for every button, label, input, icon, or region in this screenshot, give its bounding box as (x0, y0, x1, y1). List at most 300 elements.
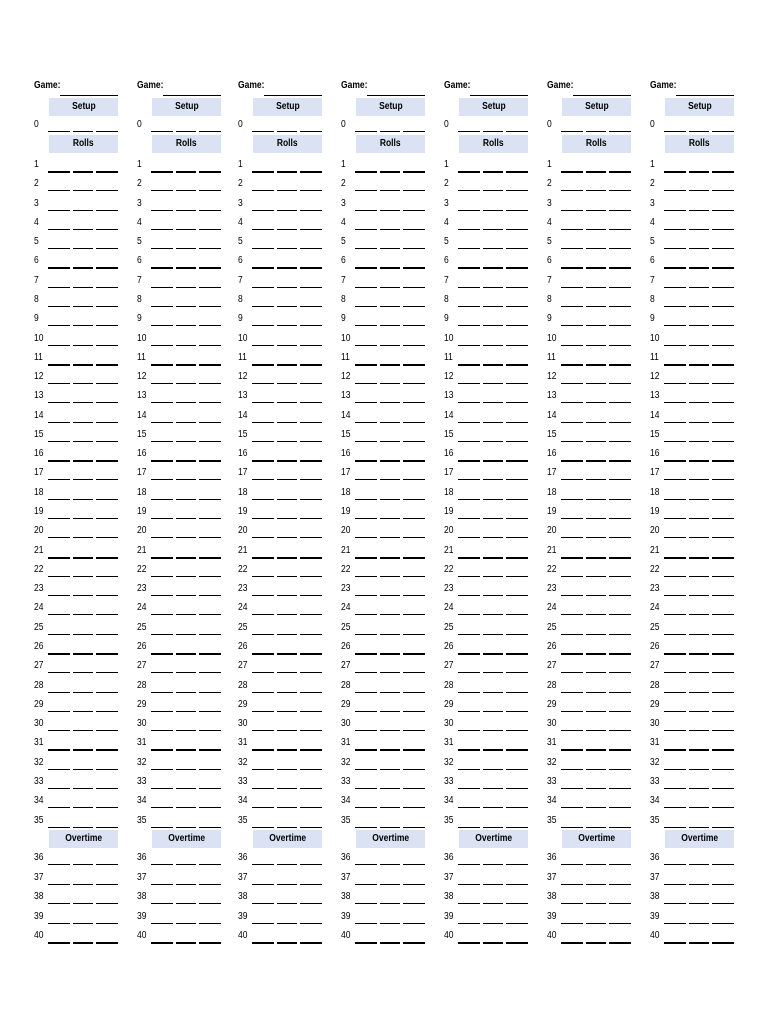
entry-blank-1[interactable] (458, 325, 480, 326)
entry-blank-3[interactable] (712, 383, 734, 384)
entry-blank-3[interactable] (609, 807, 631, 808)
entry-blank-2[interactable] (176, 518, 196, 519)
entry-blank-2[interactable] (483, 614, 503, 615)
entry-blank-1[interactable] (664, 131, 686, 132)
entry-blank-1[interactable] (561, 306, 583, 307)
entry-blank-2[interactable] (176, 769, 196, 770)
entry-blank-3[interactable] (96, 518, 118, 519)
entry-blank-2[interactable] (380, 557, 400, 559)
entry-blank-2[interactable] (73, 827, 93, 828)
entry-blank-3[interactable] (300, 479, 322, 480)
entry-blank-2[interactable] (176, 422, 196, 423)
entry-blank-1[interactable] (355, 634, 377, 635)
entry-blank-2[interactable] (277, 692, 297, 693)
entry-blank-1[interactable] (561, 730, 583, 731)
entry-blank-2[interactable] (586, 190, 606, 191)
entry-blank-3[interactable] (96, 499, 118, 500)
entry-blank-3[interactable] (609, 229, 631, 230)
entry-blank-2[interactable] (483, 441, 503, 442)
entry-blank-2[interactable] (73, 614, 93, 615)
entry-blank-3[interactable] (300, 672, 322, 673)
entry-blank-3[interactable] (712, 614, 734, 615)
entry-blank-2[interactable] (586, 903, 606, 904)
entry-blank-2[interactable] (176, 634, 196, 635)
entry-blank-3[interactable] (300, 634, 322, 635)
entry-blank-2[interactable] (483, 557, 503, 559)
entry-blank-3[interactable] (506, 730, 528, 731)
entry-blank-2[interactable] (176, 614, 196, 615)
entry-blank-1[interactable] (561, 287, 583, 288)
entry-blank-1[interactable] (561, 653, 583, 655)
entry-blank-1[interactable] (664, 769, 686, 770)
entry-blank-1[interactable] (252, 364, 274, 366)
entry-blank-2[interactable] (73, 730, 93, 731)
entry-blank-2[interactable] (689, 807, 709, 808)
entry-blank-2[interactable] (689, 441, 709, 442)
entry-blank-2[interactable] (277, 248, 297, 249)
entry-blank-2[interactable] (586, 325, 606, 326)
entry-blank-2[interactable] (483, 364, 503, 366)
entry-blank-2[interactable] (176, 190, 196, 191)
entry-blank-1[interactable] (561, 210, 583, 211)
entry-blank-2[interactable] (586, 499, 606, 500)
entry-blank-1[interactable] (664, 248, 686, 249)
entry-blank-2[interactable] (586, 807, 606, 808)
entry-blank-2[interactable] (483, 576, 503, 577)
entry-blank-2[interactable] (689, 499, 709, 500)
entry-blank-3[interactable] (403, 537, 425, 538)
entry-blank-1[interactable] (151, 576, 173, 577)
entry-blank-3[interactable] (300, 595, 322, 596)
entry-blank-1[interactable] (48, 807, 70, 808)
entry-blank-1[interactable] (48, 460, 70, 462)
entry-blank-1[interactable] (458, 749, 480, 751)
entry-blank-3[interactable] (403, 171, 425, 173)
entry-blank-2[interactable] (73, 364, 93, 366)
entry-blank-2[interactable] (380, 769, 400, 770)
entry-blank-2[interactable] (483, 749, 503, 751)
entry-blank-2[interactable] (380, 306, 400, 307)
entry-blank-1[interactable] (252, 749, 274, 751)
entry-blank-3[interactable] (403, 557, 425, 559)
entry-blank-3[interactable] (712, 595, 734, 596)
entry-blank-3[interactable] (199, 537, 221, 538)
entry-blank-3[interactable] (96, 460, 118, 462)
entry-blank-1[interactable] (151, 730, 173, 731)
entry-blank-1[interactable] (561, 903, 583, 904)
entry-blank-1[interactable] (458, 441, 480, 442)
entry-blank-1[interactable] (355, 383, 377, 384)
entry-blank-3[interactable] (96, 210, 118, 211)
entry-blank-1[interactable] (151, 942, 173, 944)
entry-blank-2[interactable] (380, 576, 400, 577)
entry-blank-2[interactable] (73, 479, 93, 480)
entry-blank-2[interactable] (277, 923, 297, 924)
entry-blank-2[interactable] (380, 864, 400, 865)
entry-blank-3[interactable] (96, 479, 118, 480)
entry-blank-2[interactable] (380, 692, 400, 693)
entry-blank-2[interactable] (380, 171, 400, 173)
entry-blank-1[interactable] (355, 460, 377, 462)
entry-blank-2[interactable] (483, 730, 503, 731)
game-name-blank[interactable] (676, 95, 734, 96)
entry-blank-3[interactable] (712, 422, 734, 423)
entry-blank-3[interactable] (199, 518, 221, 519)
entry-blank-1[interactable] (458, 653, 480, 655)
entry-blank-3[interactable] (712, 537, 734, 538)
entry-blank-2[interactable] (586, 537, 606, 538)
entry-blank-2[interactable] (689, 479, 709, 480)
entry-blank-2[interactable] (73, 595, 93, 596)
entry-blank-1[interactable] (252, 595, 274, 596)
entry-blank-2[interactable] (73, 210, 93, 211)
entry-blank-1[interactable] (458, 460, 480, 462)
entry-blank-2[interactable] (277, 479, 297, 480)
entry-blank-1[interactable] (252, 402, 274, 403)
entry-blank-2[interactable] (483, 287, 503, 288)
entry-blank-1[interactable] (151, 306, 173, 307)
entry-blank-3[interactable] (300, 903, 322, 904)
entry-blank-3[interactable] (403, 730, 425, 731)
entry-blank-1[interactable] (561, 441, 583, 442)
entry-blank-3[interactable] (96, 942, 118, 944)
entry-blank-3[interactable] (609, 325, 631, 326)
entry-blank-3[interactable] (712, 267, 734, 269)
entry-blank-1[interactable] (151, 248, 173, 249)
entry-blank-2[interactable] (73, 229, 93, 230)
entry-blank-3[interactable] (300, 614, 322, 615)
entry-blank-3[interactable] (199, 402, 221, 403)
entry-blank-1[interactable] (151, 460, 173, 462)
entry-blank-3[interactable] (199, 460, 221, 462)
entry-blank-2[interactable] (277, 807, 297, 808)
entry-blank-1[interactable] (664, 672, 686, 673)
entry-blank-2[interactable] (689, 537, 709, 538)
entry-blank-2[interactable] (176, 131, 196, 132)
entry-blank-3[interactable] (300, 864, 322, 865)
entry-blank-3[interactable] (96, 557, 118, 559)
entry-blank-2[interactable] (483, 634, 503, 635)
entry-blank-3[interactable] (712, 769, 734, 770)
entry-blank-2[interactable] (176, 499, 196, 500)
entry-blank-3[interactable] (96, 306, 118, 307)
entry-blank-1[interactable] (355, 190, 377, 191)
entry-blank-1[interactable] (664, 364, 686, 366)
entry-blank-2[interactable] (176, 653, 196, 655)
entry-blank-1[interactable] (48, 557, 70, 559)
entry-blank-1[interactable] (458, 923, 480, 924)
entry-blank-1[interactable] (252, 923, 274, 924)
entry-blank-2[interactable] (176, 884, 196, 885)
entry-blank-3[interactable] (712, 518, 734, 519)
entry-blank-1[interactable] (664, 479, 686, 480)
entry-blank-2[interactable] (483, 537, 503, 538)
entry-blank-3[interactable] (609, 769, 631, 770)
entry-blank-2[interactable] (483, 711, 503, 712)
entry-blank-2[interactable] (380, 807, 400, 808)
entry-blank-2[interactable] (380, 267, 400, 269)
game-name-blank[interactable] (573, 95, 631, 96)
entry-blank-3[interactable] (403, 229, 425, 230)
entry-blank-2[interactable] (586, 769, 606, 770)
entry-blank-1[interactable] (48, 711, 70, 712)
entry-blank-2[interactable] (277, 903, 297, 904)
entry-blank-2[interactable] (689, 864, 709, 865)
entry-blank-1[interactable] (561, 171, 583, 173)
entry-blank-1[interactable] (252, 576, 274, 577)
entry-blank-2[interactable] (483, 402, 503, 403)
entry-blank-1[interactable] (151, 788, 173, 789)
entry-blank-3[interactable] (506, 595, 528, 596)
entry-blank-3[interactable] (609, 267, 631, 269)
entry-blank-1[interactable] (561, 807, 583, 808)
entry-blank-2[interactable] (176, 864, 196, 865)
entry-blank-1[interactable] (664, 537, 686, 538)
entry-blank-1[interactable] (561, 499, 583, 500)
entry-blank-3[interactable] (199, 942, 221, 944)
entry-blank-3[interactable] (403, 460, 425, 462)
entry-blank-2[interactable] (176, 441, 196, 442)
entry-blank-2[interactable] (277, 595, 297, 596)
entry-blank-2[interactable] (586, 460, 606, 462)
entry-blank-2[interactable] (73, 884, 93, 885)
entry-blank-2[interactable] (380, 923, 400, 924)
entry-blank-2[interactable] (586, 229, 606, 230)
entry-blank-2[interactable] (176, 711, 196, 712)
entry-blank-1[interactable] (355, 441, 377, 442)
entry-blank-3[interactable] (506, 229, 528, 230)
entry-blank-2[interactable] (277, 769, 297, 770)
entry-blank-1[interactable] (458, 692, 480, 693)
entry-blank-2[interactable] (380, 614, 400, 615)
entry-blank-3[interactable] (300, 923, 322, 924)
entry-blank-2[interactable] (176, 903, 196, 904)
entry-blank-1[interactable] (561, 749, 583, 751)
entry-blank-3[interactable] (300, 325, 322, 326)
entry-blank-2[interactable] (277, 864, 297, 865)
entry-blank-3[interactable] (609, 884, 631, 885)
entry-blank-1[interactable] (151, 769, 173, 770)
entry-blank-3[interactable] (712, 749, 734, 751)
entry-blank-2[interactable] (73, 711, 93, 712)
entry-blank-3[interactable] (609, 441, 631, 442)
entry-blank-1[interactable] (664, 827, 686, 828)
entry-blank-2[interactable] (586, 210, 606, 211)
entry-blank-3[interactable] (506, 692, 528, 693)
entry-blank-3[interactable] (96, 692, 118, 693)
entry-blank-1[interactable] (252, 229, 274, 230)
entry-blank-3[interactable] (712, 634, 734, 635)
entry-blank-1[interactable] (664, 884, 686, 885)
entry-blank-3[interactable] (712, 210, 734, 211)
entry-blank-2[interactable] (176, 788, 196, 789)
entry-blank-3[interactable] (712, 711, 734, 712)
entry-blank-2[interactable] (586, 287, 606, 288)
entry-blank-1[interactable] (561, 422, 583, 423)
entry-blank-3[interactable] (506, 807, 528, 808)
entry-blank-3[interactable] (609, 402, 631, 403)
entry-blank-1[interactable] (48, 692, 70, 693)
entry-blank-3[interactable] (300, 267, 322, 269)
entry-blank-1[interactable] (458, 345, 480, 346)
entry-blank-1[interactable] (664, 807, 686, 808)
entry-blank-1[interactable] (664, 595, 686, 596)
entry-blank-1[interactable] (458, 730, 480, 731)
entry-blank-3[interactable] (403, 827, 425, 828)
entry-blank-2[interactable] (73, 287, 93, 288)
entry-blank-2[interactable] (586, 711, 606, 712)
entry-blank-1[interactable] (561, 131, 583, 132)
entry-blank-3[interactable] (506, 267, 528, 269)
entry-blank-2[interactable] (73, 537, 93, 538)
entry-blank-1[interactable] (355, 557, 377, 559)
entry-blank-3[interactable] (403, 614, 425, 615)
entry-blank-3[interactable] (506, 576, 528, 577)
entry-blank-1[interactable] (458, 903, 480, 904)
entry-blank-2[interactable] (380, 364, 400, 366)
entry-blank-1[interactable] (48, 749, 70, 751)
entry-blank-3[interactable] (506, 672, 528, 673)
entry-blank-1[interactable] (252, 131, 274, 132)
entry-blank-2[interactable] (380, 884, 400, 885)
entry-blank-1[interactable] (355, 769, 377, 770)
entry-blank-1[interactable] (458, 499, 480, 500)
game-name-blank[interactable] (264, 95, 322, 96)
entry-blank-2[interactable] (483, 499, 503, 500)
entry-blank-3[interactable] (609, 634, 631, 635)
entry-blank-1[interactable] (355, 422, 377, 423)
entry-blank-2[interactable] (586, 248, 606, 249)
entry-blank-2[interactable] (277, 171, 297, 173)
entry-blank-3[interactable] (199, 229, 221, 230)
entry-blank-1[interactable] (151, 325, 173, 326)
entry-blank-2[interactable] (689, 171, 709, 173)
entry-blank-3[interactable] (300, 692, 322, 693)
entry-blank-2[interactable] (483, 325, 503, 326)
entry-blank-3[interactable] (712, 499, 734, 500)
entry-blank-3[interactable] (96, 903, 118, 904)
entry-blank-2[interactable] (586, 557, 606, 559)
entry-blank-1[interactable] (355, 479, 377, 480)
entry-blank-3[interactable] (199, 827, 221, 828)
entry-blank-2[interactable] (380, 903, 400, 904)
entry-blank-1[interactable] (252, 711, 274, 712)
entry-blank-3[interactable] (199, 595, 221, 596)
entry-blank-3[interactable] (712, 306, 734, 307)
entry-blank-3[interactable] (609, 576, 631, 577)
entry-blank-1[interactable] (48, 171, 70, 173)
entry-blank-2[interactable] (483, 788, 503, 789)
entry-blank-1[interactable] (151, 672, 173, 673)
entry-blank-2[interactable] (176, 287, 196, 288)
entry-blank-3[interactable] (506, 903, 528, 904)
entry-blank-2[interactable] (689, 364, 709, 366)
entry-blank-1[interactable] (48, 345, 70, 346)
entry-blank-2[interactable] (689, 730, 709, 731)
entry-blank-1[interactable] (48, 306, 70, 307)
entry-blank-1[interactable] (252, 788, 274, 789)
entry-blank-1[interactable] (48, 672, 70, 673)
entry-blank-2[interactable] (73, 864, 93, 865)
entry-blank-1[interactable] (151, 345, 173, 346)
entry-blank-3[interactable] (199, 499, 221, 500)
entry-blank-1[interactable] (252, 171, 274, 173)
entry-blank-1[interactable] (151, 807, 173, 808)
entry-blank-3[interactable] (712, 788, 734, 789)
entry-blank-1[interactable] (151, 190, 173, 191)
entry-blank-2[interactable] (277, 730, 297, 731)
entry-blank-3[interactable] (96, 576, 118, 577)
entry-blank-2[interactable] (586, 441, 606, 442)
entry-blank-3[interactable] (199, 672, 221, 673)
entry-blank-3[interactable] (96, 383, 118, 384)
entry-blank-3[interactable] (300, 749, 322, 751)
entry-blank-1[interactable] (561, 190, 583, 191)
entry-blank-3[interactable] (199, 653, 221, 655)
entry-blank-1[interactable] (48, 595, 70, 596)
entry-blank-2[interactable] (380, 595, 400, 596)
entry-blank-2[interactable] (277, 190, 297, 191)
entry-blank-3[interactable] (300, 171, 322, 173)
entry-blank-2[interactable] (73, 923, 93, 924)
entry-blank-1[interactable] (355, 807, 377, 808)
entry-blank-2[interactable] (483, 306, 503, 307)
entry-blank-1[interactable] (48, 884, 70, 885)
entry-blank-1[interactable] (355, 653, 377, 655)
entry-blank-3[interactable] (609, 614, 631, 615)
entry-blank-3[interactable] (96, 229, 118, 230)
entry-blank-1[interactable] (151, 537, 173, 538)
entry-blank-2[interactable] (176, 364, 196, 366)
entry-blank-3[interactable] (609, 345, 631, 346)
entry-blank-1[interactable] (252, 267, 274, 269)
entry-blank-3[interactable] (403, 518, 425, 519)
entry-blank-1[interactable] (48, 942, 70, 944)
entry-blank-3[interactable] (96, 884, 118, 885)
entry-blank-1[interactable] (664, 402, 686, 403)
entry-blank-1[interactable] (151, 653, 173, 655)
entry-blank-1[interactable] (252, 422, 274, 423)
entry-blank-2[interactable] (277, 229, 297, 230)
entry-blank-1[interactable] (48, 903, 70, 904)
entry-blank-1[interactable] (252, 942, 274, 944)
entry-blank-2[interactable] (73, 383, 93, 384)
entry-blank-1[interactable] (561, 229, 583, 230)
entry-blank-2[interactable] (73, 942, 93, 944)
entry-blank-2[interactable] (380, 788, 400, 789)
entry-blank-3[interactable] (403, 576, 425, 577)
entry-blank-2[interactable] (586, 634, 606, 635)
entry-blank-3[interactable] (506, 131, 528, 132)
entry-blank-2[interactable] (586, 131, 606, 132)
entry-blank-1[interactable] (151, 287, 173, 288)
entry-blank-2[interactable] (176, 171, 196, 173)
entry-blank-2[interactable] (689, 614, 709, 615)
entry-blank-1[interactable] (252, 287, 274, 288)
entry-blank-3[interactable] (96, 769, 118, 770)
entry-blank-1[interactable] (664, 306, 686, 307)
entry-blank-1[interactable] (48, 788, 70, 789)
entry-blank-2[interactable] (586, 479, 606, 480)
entry-blank-1[interactable] (252, 479, 274, 480)
entry-blank-2[interactable] (689, 749, 709, 751)
entry-blank-3[interactable] (403, 422, 425, 423)
entry-blank-2[interactable] (689, 827, 709, 828)
entry-blank-1[interactable] (252, 499, 274, 500)
entry-blank-2[interactable] (689, 557, 709, 559)
entry-blank-3[interactable] (300, 557, 322, 559)
entry-blank-1[interactable] (252, 884, 274, 885)
